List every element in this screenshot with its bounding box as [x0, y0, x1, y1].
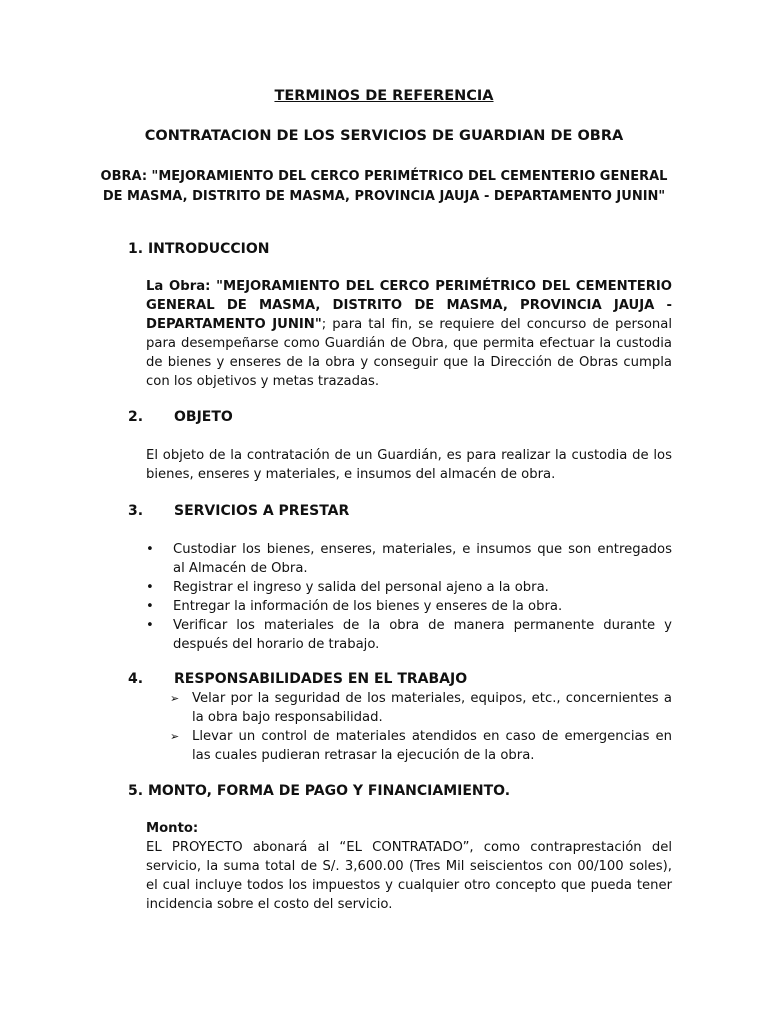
bullet-icon: •: [146, 599, 154, 614]
list-item: • Verificar los materiales de la obra de manera permanente durante y después del horario de trabajo.: [146, 618, 672, 652]
list-item: ➢ Llevar un control de materiales atendidos en caso de emergencias en las cuales pudieran retrasar la ejecución de la obra.: [170, 729, 672, 763]
list-item: • Entregar la información de los bienes y enseres de la obra.: [146, 599, 563, 614]
section-1-text: ; para tal fin, se requiere del concurso de personal para desempeñarse como Guardián de Obra, que permita efectuar la custodia de bienes y enseres de la obra y conseguir que la Dirección de Obras cumpla con los objetivos y metas trazadas.: [146, 317, 672, 389]
section-1-bold-text: La Obra: "MEJORAMIENTO DEL CERCO PERIMÉTRICO DEL CEMENTERIO GENERAL DE MASMA, DISTRITO DE MASMA, PROVINCIA JAUJA - DEPARTAMENTO JUNIN": [146, 279, 672, 332]
list-item: • Custodiar los bienes, enseres, materiales, e insumos que son entregados al Almacén de Obra.: [146, 542, 672, 576]
monto-label: Monto:: [146, 821, 199, 836]
section-3-number: 3.: [128, 503, 144, 519]
bullet-icon: •: [146, 580, 154, 595]
arrow-bullet-icon: ➢: [170, 692, 180, 705]
document-title: TERMINOS DE REFERENCIA: [274, 88, 494, 104]
section-5-title: MONTO, FORMA DE PAGO Y FINANCIAMIENTO.: [147, 783, 511, 799]
document-subtitle: CONTRATACION DE LOS SERVICIOS DE GUARDIAN DE OBRA: [144, 128, 624, 144]
section-1-number: 1.: [128, 241, 144, 257]
section-4-title: RESPONSABILIDADES EN EL TRABAJO: [174, 671, 468, 687]
list-item: ➢ Velar por la seguridad de los materiales, equipos, etc., concernientes a la obra bajo responsabilidad.: [170, 691, 672, 725]
services-list: [146, 540, 672, 654]
monto-paragraph: EL PROYECTO abonará al “EL CONTRATADO”, como contraprestación del servicio, la suma total de S/. 3,600.00 (Tres Mil seiscientos con 00/100 soles), el cual incluye todos los impuestos y cualquier otro concepto que pueda tener incidencia sobre el costo del servicio.: [146, 840, 672, 912]
arrow-bullet-icon: ➢: [170, 730, 180, 743]
section-2-paragraph: El objeto de la contratación de un Guardián, es para realizar la custodia de los bienes, enseres y materiales, e insumos del almacén de obra.: [146, 448, 672, 482]
section-2-number: 2.: [128, 409, 144, 425]
section-5-number: 5.: [128, 783, 144, 799]
bullet-icon: •: [146, 618, 154, 633]
obra-heading: OBRA: "MEJORAMIENTO DEL CERCO PERIMÉTRICO DEL CEMENTERIO GENERAL DE MASMA, DISTRITO DE MASMA, PROVINCIA JAUJA - DEPARTAMENTO JUNIN": [100, 169, 668, 204]
section-1-heading: [128, 241, 269, 257]
section-2-title: OBJETO: [174, 409, 233, 425]
list-item: • Registrar el ingreso y salida del personal ajeno a la obra.: [146, 580, 549, 595]
responsibilities-list: [170, 689, 672, 765]
bullet-icon: •: [146, 542, 154, 557]
section-5-heading: [128, 783, 510, 799]
section-1-paragraph: [146, 277, 672, 391]
section-1-title: INTRODUCCION: [147, 241, 270, 257]
section-3-title: SERVICIOS A PRESTAR: [174, 503, 350, 519]
section-4-number: 4.: [128, 671, 144, 687]
